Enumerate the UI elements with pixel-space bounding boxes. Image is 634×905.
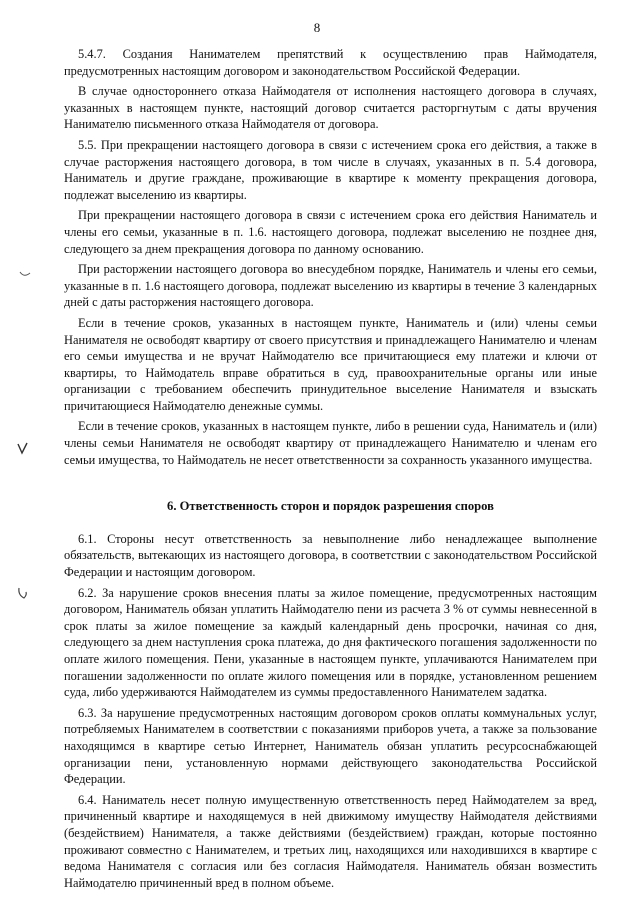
paragraph: 6.3. За нарушение предусмотренных настоящим договором сроков оплаты коммунальных услуг, потребляемых Нанимателем в соответствии с показаниями приборов учета, а также за пользование находящимся в квартире сетью Интернет, Наниматель обязан уплатить ресурсоснабжающей организации пени, установленную нормами действующего законодательства Российской Федерации. <box>64 705 597 787</box>
margin-mark-icon <box>16 585 30 601</box>
paragraph: При расторжении настоящего договора во внесудебном порядке, Наниматель и члены его семьи, указанные в п. 1.6 настоящего договора, подлежат выселению из квартиры в течение 3 календарных дней с даты расторжения настоящего договора. <box>64 262 597 310</box>
section-heading: 6. Ответственность сторон и порядок разрешения споров <box>167 499 494 514</box>
document-body <box>64 46 597 895</box>
paragraph: 6.1. Стороны несут ответственность за невыполнение либо ненадлежащее выполнение обязательств, вытекающих из настоящего договора, в соответствии с законодательством Российской Федерации и настоящим договором. <box>64 531 597 580</box>
paragraph: Если в течение сроков, указанных в настоящем пункте, либо в решении суда, Наниматель и (или) члены семьи Нанимателя не освободят квартиру от принадлежащего Нанимателю и членам его семьи имущества, то Наймодатель не несет ответственности за сохранность указанного имущества. <box>64 419 597 467</box>
paragraph: Если в течение сроков, указанных в настоящем пункте, Наниматель и (или) члены семьи Нанимателя не освободят квартиру от своего присутствия и принадлежащего Нанимателю и членам его семьи имущества и не вручат Наймодателю все причитающиеся ему платежи и ключи от квартиры, то Наймодатель вправе обратиться в суд, правоохранительные органы или иные организации с требованием обеспечить принудительное выселение Нанимателя и взыскать причитающиеся Наймодателю денежные суммы. <box>64 315 597 413</box>
paragraph: 6.2. За нарушение сроков внесения платы за жилое помещение, предусмотренных настоящим договором, Наниматель обязан уплатить Наймодателю пени из расчета 3 % от суммы невнесенной в срок платы за жилое помещение за каждый календарный день просрочки, начиная со дня, следующего за днем наступления срока платежа, до дня фактического погашения задолженности по оплате жилого помещения. Пени, указанные в настоящем пункте, уплачиваются Нанимателем при погашении задолженности по оплате жилого помещения или в порядке, установленном решением суда, либо удерживаются Наймодателем из суммы предоставленного Нанимателем задатка. <box>64 585 597 700</box>
check-mark-icon <box>16 440 30 456</box>
paragraph: При прекращении настоящего договора в связи с истечением срока его действия Наниматель и члены его семьи, указанные в п. 1.6. настоящего договора, подлежат выселению не позднее дня, следующего за днем прекращения договора по данному основанию. <box>64 208 597 256</box>
paragraph: 5.5. При прекращении настоящего договора в связи с истечением срока его действия, а также в случае расторжения настоящего договора, в том числе в случаях, указанных в п. 5.4 договора, Наниматель и другие граждане, проживающие в квартире к моменту прекращения договора, подлежат выселению из квартиры. <box>64 137 597 202</box>
margin-mark-icon <box>18 268 32 282</box>
page-number: 8 <box>313 20 321 35</box>
paragraph: 6.4. Наниматель несет полную имущественную ответственность перед Наймодателем за вред, причиненный квартире и находящемуся в ней движимому имуществу Наймодателя действиями (бездействием) Нанимателя, а также действиями (бездействием) граждан, которые постоянно проживают совместно с Нанимателем, и третьих лиц, находящихся или находившихся в квартире с ведома Нанимателя с согласия или без согласия Наймодателя. Наниматель обязан возместить Наймодателю причиненный вред в полном объеме. <box>64 792 597 890</box>
paragraph: 5.4.7. Создания Нанимателем препятствий к осуществлению прав Наймодателя, предусмотренных настоящим договором и законодательством Российской Федерации. <box>64 47 597 78</box>
paragraph: В случае одностороннего отказа Наймодателя от исполнения настоящего договора в случаях, указанных в настоящем пункте, настоящий договор считается расторгнутым с даты вручения Нанимателю письменного отказа Наймодателя от договора. <box>64 84 597 132</box>
